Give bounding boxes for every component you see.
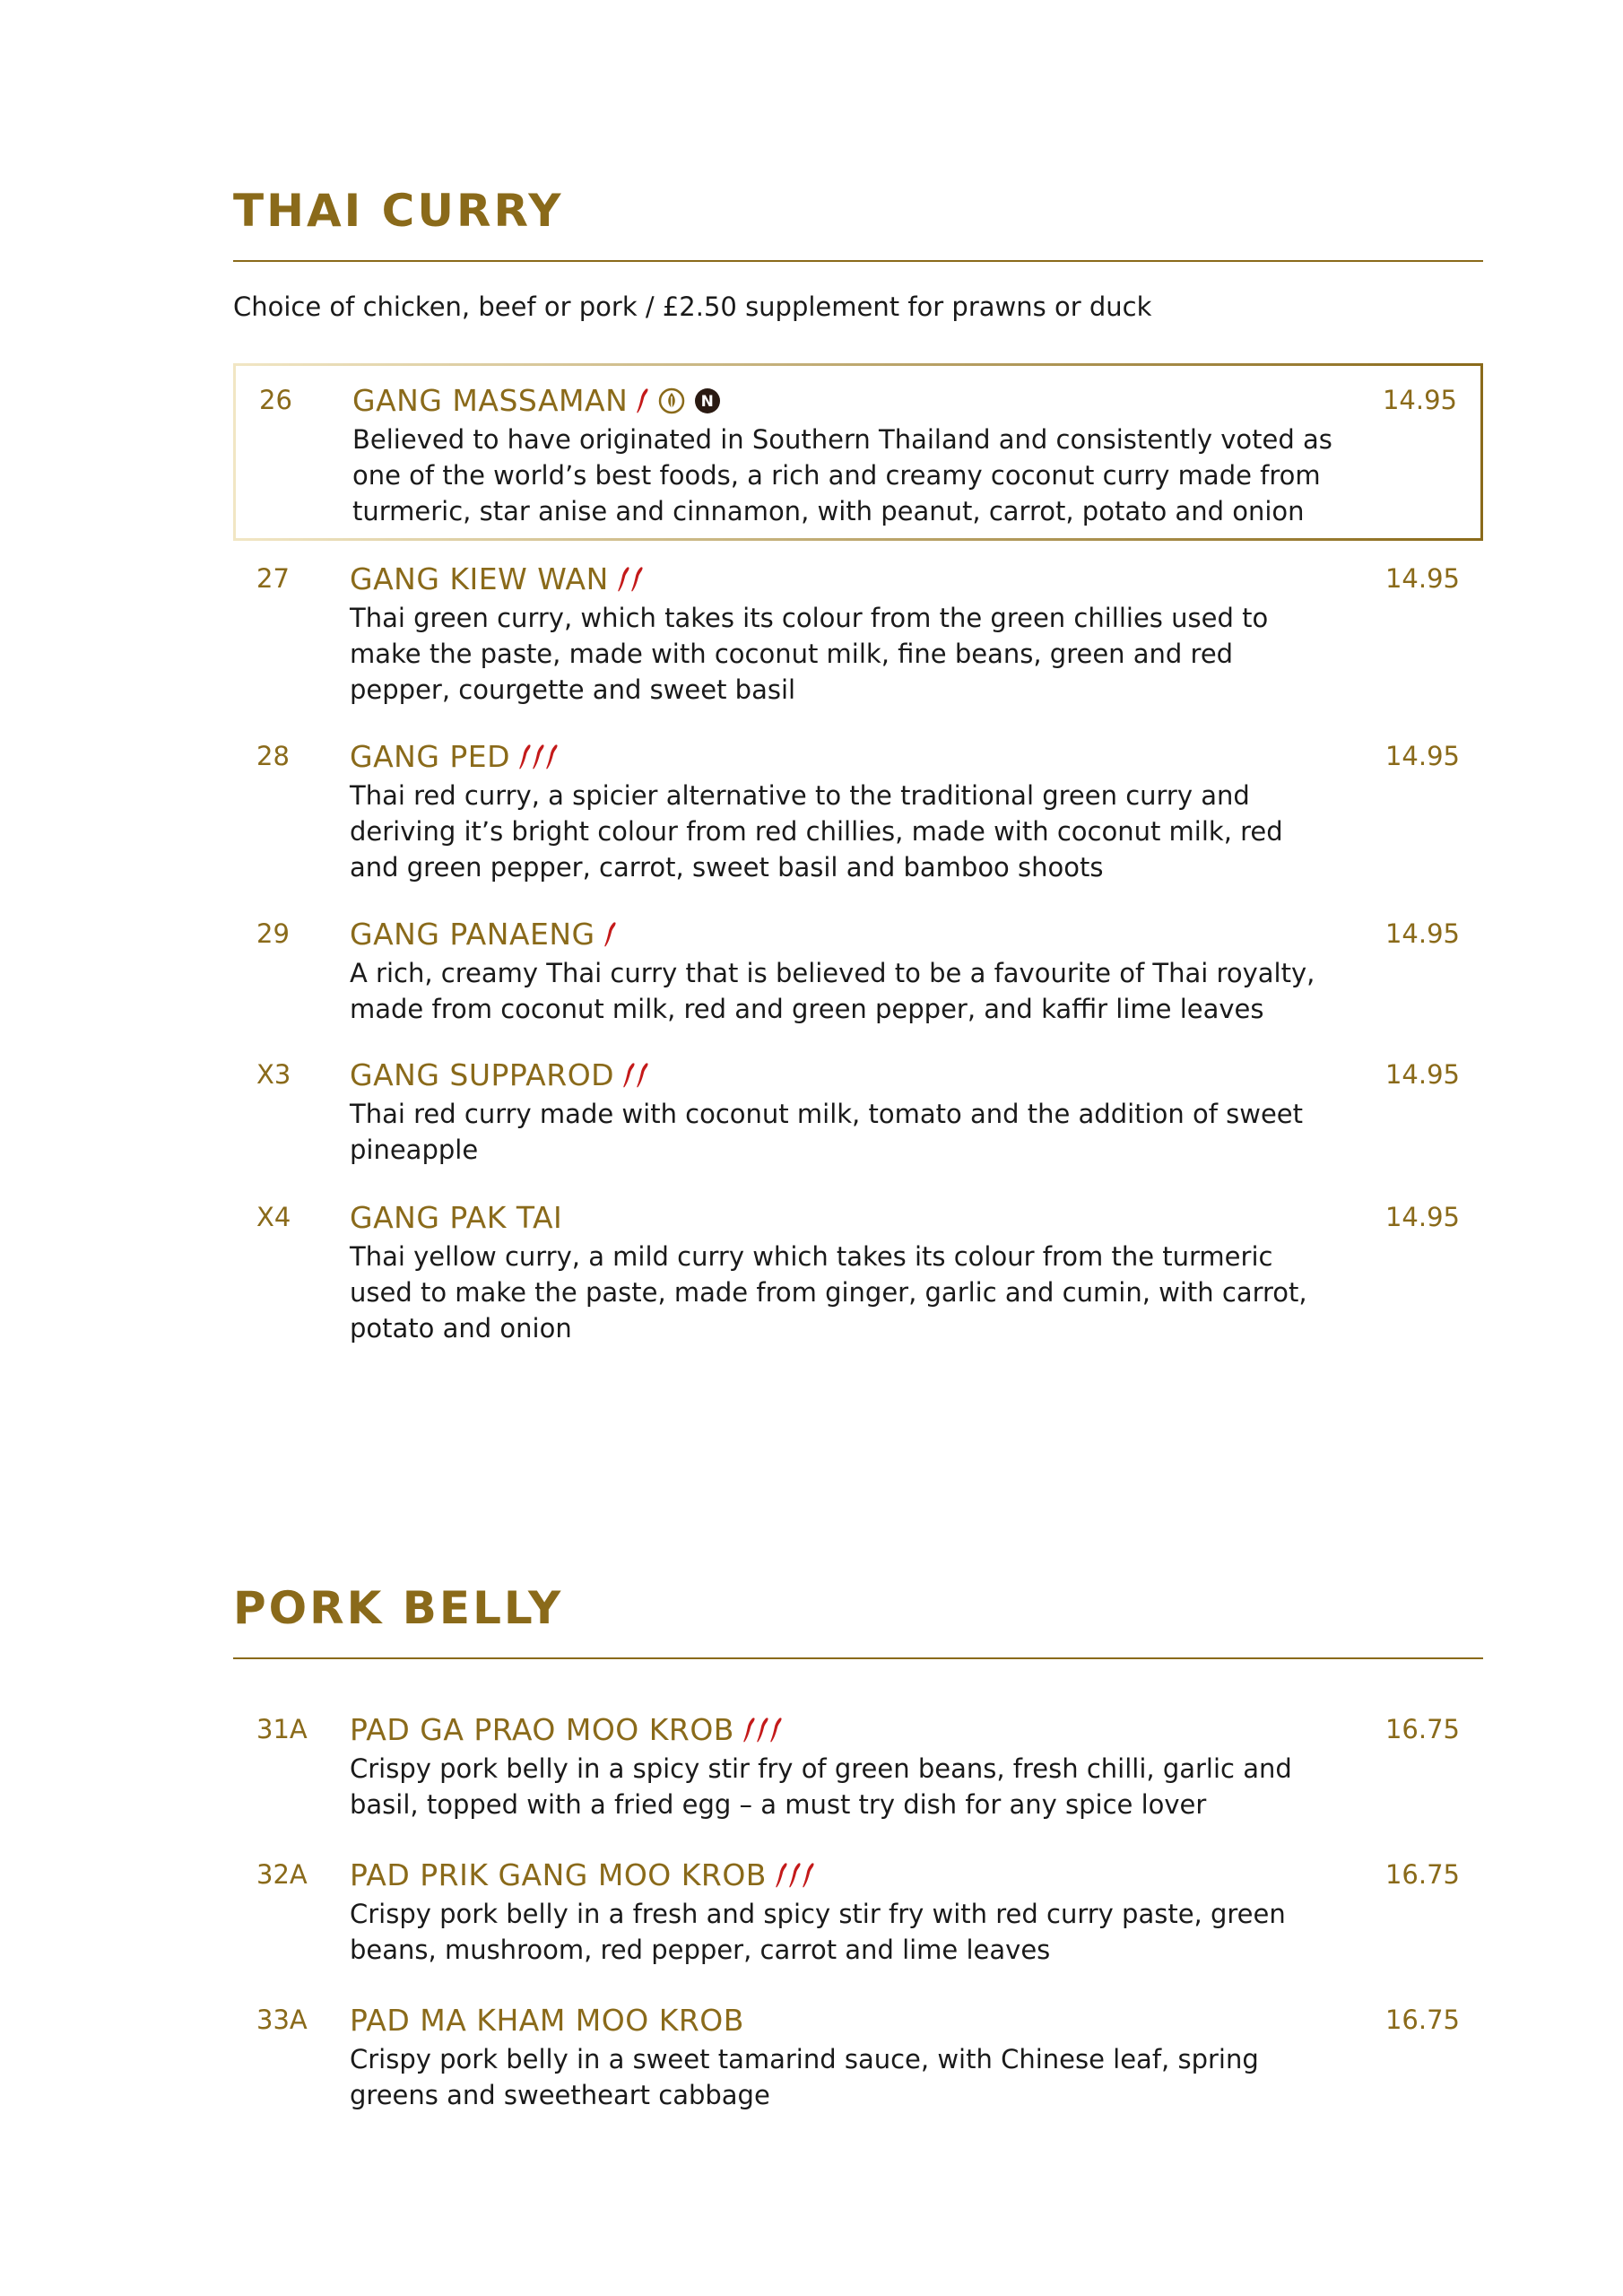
menu-item: [233, 363, 1483, 541]
chilli-icon: [519, 744, 559, 770]
nuts-icon: [694, 387, 721, 414]
svg-text:N: N: [700, 393, 715, 411]
menu-item: [233, 1711, 1483, 1822]
item-number: X3: [256, 1059, 291, 1090]
item-name: [350, 1057, 1336, 1094]
item-description: Thai red curry, a spicier alternative to the traditional green curry and deriving it’s bright colour from red chillies, made with coconut milk, red and green pepper, carrot, sweet basil and bamboo shoots: [350, 780, 1283, 883]
item-name: [350, 1199, 1336, 1237]
chilli-icon: [623, 1062, 649, 1089]
item-price: 14.95: [1384, 741, 1460, 771]
item-name-text: PAD GA PRAO MOO KROB: [350, 1712, 734, 1747]
item-name: [352, 382, 1339, 420]
item-number: 31A: [256, 1714, 308, 1744]
item-description: Crispy pork belly in a sweet tamarind sauce, with Chinese leaf, spring greens and sweetheart cabbage: [350, 2044, 1259, 2110]
item-description: Thai yellow curry, a mild curry which takes its colour from the turmeric used to make the paste, made from ginger, garlic and cumin, with carrot, potato and onion: [350, 1241, 1307, 1344]
menu-item: [233, 738, 1483, 885]
item-number: 27: [256, 563, 290, 594]
item-description: Thai red curry made with coconut milk, tomato and the addition of sweet pineapple: [350, 1099, 1304, 1165]
item-number: X4: [256, 1202, 291, 1232]
section-thai-curry: [233, 185, 1483, 1344]
item-name-text: GANG PAK TAI: [350, 1200, 563, 1235]
menu-item: [233, 1199, 1483, 1346]
item-price: 14.95: [1382, 385, 1457, 415]
item-number: 28: [256, 741, 290, 771]
item-description: A rich, creamy Thai curry that is believed to be a favourite of Thai royalty, made from coconut milk, red and green pepper, and kaffir lime leaves: [350, 958, 1315, 1024]
item-description: Believed to have originated in Southern Thailand and consistently voted as one of the world’s best foods, a rich and creamy coconut curry made from turmeric, star anise and cinnamon, with peanut, carrot, potato and onion: [352, 424, 1332, 526]
chilli-icon: [618, 566, 644, 593]
item-name: [350, 2002, 1336, 2039]
section-title: THAI CURRY: [233, 188, 1483, 262]
item-price: 14.95: [1384, 918, 1460, 949]
item-number: 32A: [256, 1859, 308, 1890]
item-name-text: GANG SUPPAROD: [350, 1057, 615, 1092]
item-number: 26: [259, 385, 292, 415]
item-number: 33A: [256, 2005, 308, 2035]
item-name-text: GANG MASSAMAN: [352, 383, 629, 418]
section-title: PORK BELLY: [233, 1586, 1483, 1659]
item-name: [350, 1857, 1336, 1894]
menu-item: [233, 1057, 1483, 1168]
menu-item: [233, 916, 1483, 1027]
item-name-text: GANG PANAENG: [350, 917, 595, 952]
vegetarian-icon: [658, 387, 685, 414]
chilli-icon: [776, 1862, 815, 1889]
item-price: 14.95: [1384, 1059, 1460, 1090]
item-price: 16.75: [1384, 1714, 1460, 1744]
item-name-text: GANG PED: [350, 739, 511, 774]
item-number: 29: [256, 918, 290, 949]
item-price: 16.75: [1384, 1859, 1460, 1890]
section-subtitle: Choice of chicken, beef or pork / £2.50 supplement for prawns or duck: [233, 291, 1152, 322]
chilli-icon: [604, 921, 617, 948]
item-price: 14.95: [1384, 1202, 1460, 1232]
item-price: 16.75: [1384, 2005, 1460, 2035]
item-name-text: PAD PRIK GANG MOO KROB: [350, 1857, 767, 1892]
item-description: Crispy pork belly in a fresh and spicy stir fry with red curry paste, green beans, mushroom, red pepper, carrot and lime leaves: [350, 1899, 1286, 1965]
item-name-text: GANG KIEW WAN: [350, 561, 609, 596]
chilli-icon: [743, 1717, 783, 1744]
menu-item: [233, 561, 1483, 708]
item-description: Crispy pork belly in a spicy stir fry of green beans, fresh chilli, garlic and basil, topped with a fried egg – a must try dish for any spice lover: [350, 1753, 1292, 1820]
item-name: [350, 916, 1336, 953]
menu-item: [233, 1857, 1483, 1968]
item-price: 14.95: [1384, 563, 1460, 594]
menu-item: [233, 2002, 1483, 2113]
item-name: [350, 561, 1336, 598]
chilli-icon: [637, 387, 649, 414]
item-name: [350, 1711, 1336, 1749]
item-name: [350, 738, 1336, 776]
item-name-text: PAD MA KHAM MOO KROB: [350, 2003, 744, 2038]
item-description: Thai green curry, which takes its colour from the green chillies used to make the paste, made with coconut milk, fine beans, green and red pepper, courgette and sweet basil: [350, 603, 1269, 705]
section-pork-belly: [233, 1582, 1483, 2110]
